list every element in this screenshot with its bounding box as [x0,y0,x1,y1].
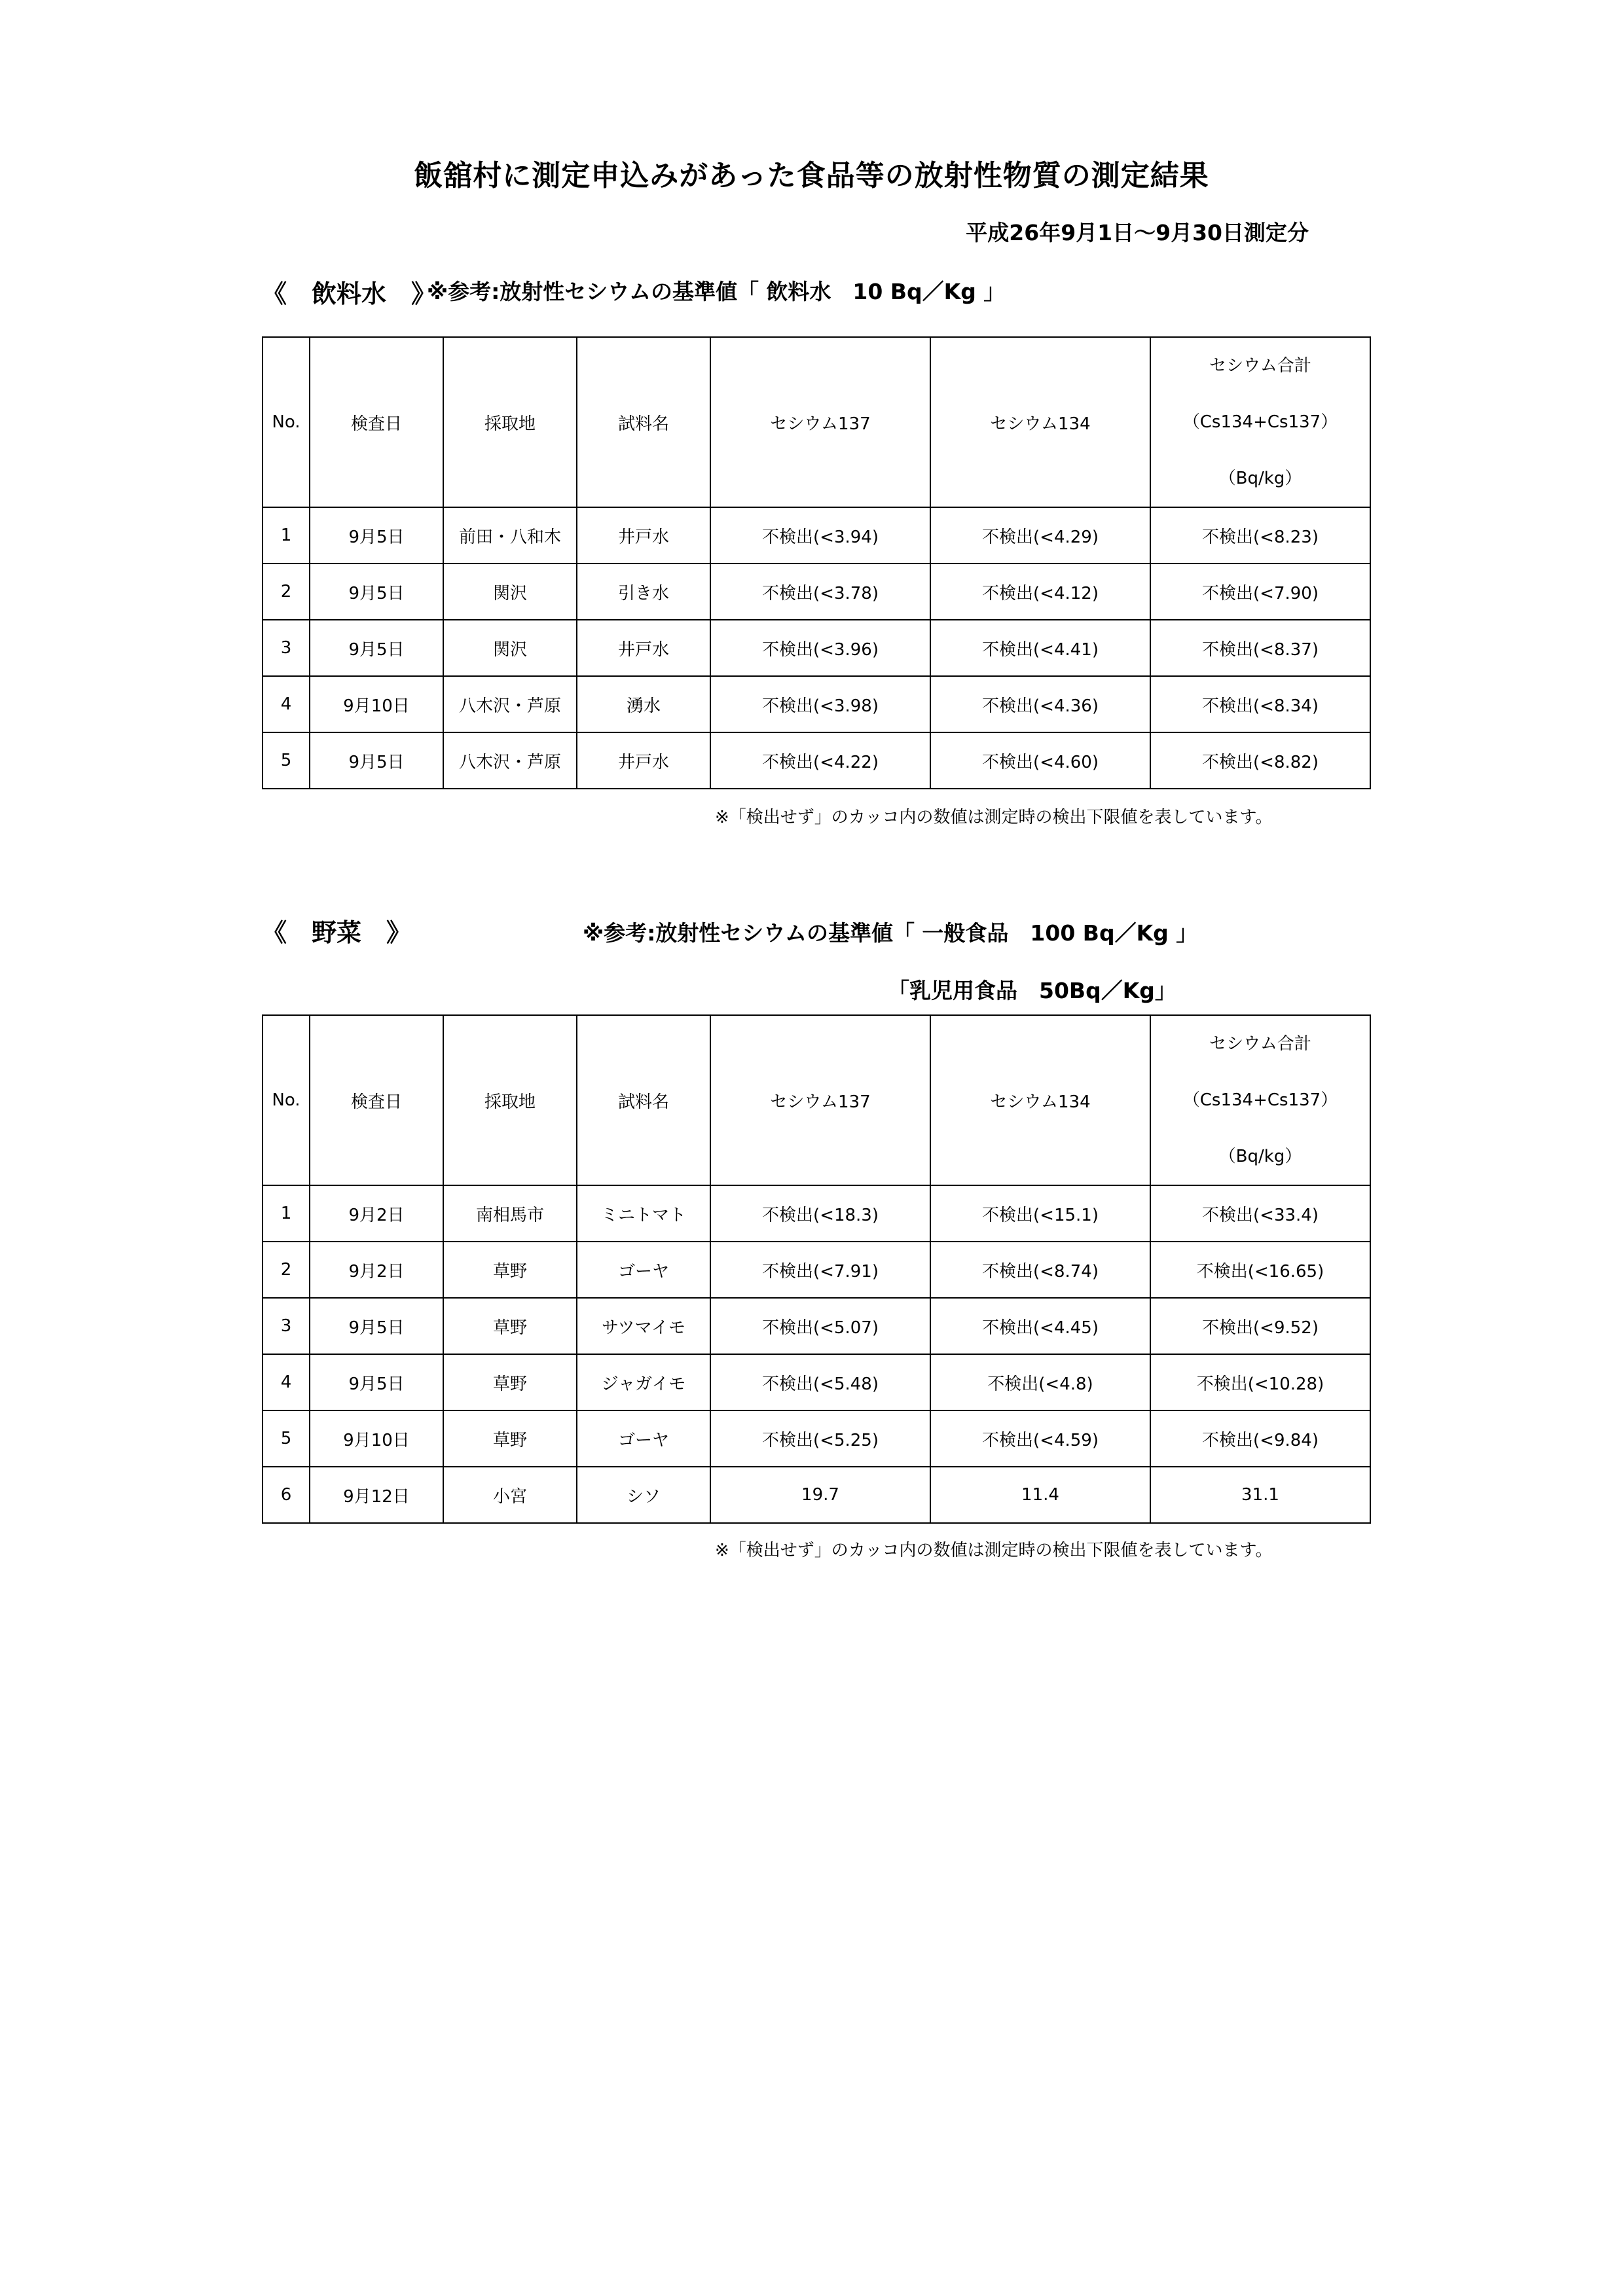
cell-cs137: 不検出(<3.98) [710,676,930,732]
col-header-total-line3: （Bq/kg） [1218,1147,1302,1166]
cell-sample: シソ [577,1467,710,1523]
cell-cs134: 不検出(<4.41) [930,620,1150,676]
cell-cs134: 不検出(<4.29) [930,507,1150,564]
cell-no: 6 [263,1467,310,1523]
cell-date: 9月2日 [310,1242,443,1298]
col-header-cs137: セシウム137 [710,337,930,507]
cell-sample: ゴーヤ [577,1410,710,1467]
table-row [263,1410,1370,1467]
cell-no: 4 [263,676,310,732]
cell-location: 八木沢・芦原 [443,676,577,732]
cell-date: 9月2日 [310,1185,443,1242]
section-heading-drinking-water: 《 飲料水 》 [262,279,437,308]
cell-total: 不検出(<8.82) [1150,732,1370,789]
col-header-sample: 試料名 [577,1015,710,1185]
col-header-total [1150,1015,1370,1185]
cell-total: 不検出(<10.28) [1150,1354,1370,1410]
cell-cs134: 不検出(<4.12) [930,564,1150,620]
cell-no: 4 [263,1354,310,1410]
cell-location: 前田・八和木 [443,507,577,564]
col-header-total-line3: （Bq/kg） [1218,469,1302,488]
cell-total: 不検出(<8.37) [1150,620,1370,676]
cell-cs134: 11.4 [930,1467,1150,1523]
cell-location: 小宮 [443,1467,577,1523]
section-heading-vegetables: 《 野菜 》 [262,918,412,947]
cell-date: 9月5日 [310,1354,443,1410]
col-header-cs137: セシウム137 [710,1015,930,1185]
table-row [263,1242,1370,1298]
cell-date: 9月5日 [310,620,443,676]
cell-total: 不検出(<9.84) [1150,1410,1370,1467]
col-header-date: 検査日 [310,337,443,507]
cell-cs134: 不検出(<8.74) [930,1242,1150,1298]
cell-total: 不検出(<8.34) [1150,676,1370,732]
cell-location: 八木沢・芦原 [443,732,577,789]
cell-date: 9月5日 [310,564,443,620]
table-row [263,1298,1370,1354]
cell-total: 不検出(<8.23) [1150,507,1370,564]
table-header-row [263,337,1370,507]
cell-total: 不検出(<16.65) [1150,1242,1370,1298]
cell-total: 31.1 [1150,1467,1370,1523]
measurement-period: 平成26年9月1日～9月30日測定分 [966,220,1309,245]
table-row [263,564,1370,620]
cell-date: 9月5日 [310,507,443,564]
cell-no: 3 [263,620,310,676]
table-row [263,1185,1370,1242]
table-row [263,676,1370,732]
cell-cs137: 不検出(<7.91) [710,1242,930,1298]
cell-sample: ゴーヤ [577,1242,710,1298]
cell-total: 不検出(<7.90) [1150,564,1370,620]
table-row [263,620,1370,676]
cell-no: 1 [263,1185,310,1242]
table-row [263,507,1370,564]
table-row [263,1467,1370,1523]
cell-sample: 井戸水 [577,507,710,564]
cell-cs134: 不検出(<15.1) [930,1185,1150,1242]
cell-cs134: 不検出(<4.36) [930,676,1150,732]
table-row [263,732,1370,789]
cell-cs137: 不検出(<18.3) [710,1185,930,1242]
cell-cs137: 不検出(<5.07) [710,1298,930,1354]
col-header-total-line1: セシウム合計 [1209,356,1311,376]
cell-date: 9月10日 [310,1410,443,1467]
cell-cs134: 不検出(<4.59) [930,1410,1150,1467]
cell-cs137: 不検出(<5.48) [710,1354,930,1410]
reference-standard-general-food: ※参考:放射性セシウムの基準値「 一般食品 100 Bq／Kg 」 [583,920,1198,946]
cell-cs137: 不検出(<5.25) [710,1410,930,1467]
drinking-water-table [262,336,1371,789]
cell-no: 1 [263,507,310,564]
cell-sample: 引き水 [577,564,710,620]
cell-sample: 井戸水 [577,620,710,676]
cell-no: 2 [263,564,310,620]
cell-cs137: 19.7 [710,1467,930,1523]
cell-no: 2 [263,1242,310,1298]
col-header-date: 検査日 [310,1015,443,1185]
cell-cs137: 不検出(<3.96) [710,620,930,676]
cell-date: 9月5日 [310,1298,443,1354]
col-header-no: No. [263,337,310,507]
table-row [263,1354,1370,1410]
vegetables-table [262,1014,1371,1524]
table-header-row [263,1015,1370,1185]
cell-sample: ジャガイモ [577,1354,710,1410]
cell-sample: サツマイモ [577,1298,710,1354]
cell-date: 9月10日 [310,676,443,732]
page-title: 飯舘村に測定申込みがあった食品等の放射性物質の測定結果 [414,159,1209,192]
cell-location: 関沢 [443,620,577,676]
col-header-total-line2: （Cs134+Cs137） [1182,412,1338,432]
cell-no: 5 [263,732,310,789]
cell-location: 関沢 [443,564,577,620]
cell-no: 5 [263,1410,310,1467]
cell-location: 草野 [443,1242,577,1298]
cell-date: 9月12日 [310,1467,443,1523]
cell-cs137: 不検出(<3.78) [710,564,930,620]
col-header-total-line2: （Cs134+Cs137） [1182,1090,1338,1110]
col-header-no: No. [263,1015,310,1185]
cell-total: 不検出(<33.4) [1150,1185,1370,1242]
footnote-drinking-water: ※「検出せず」のカッコ内の数値は測定時の検出下限値を表しています。 [715,808,1273,827]
cell-no: 3 [263,1298,310,1354]
col-header-cs134: セシウム134 [930,337,1150,507]
col-header-location: 採取地 [443,1015,577,1185]
footnote-vegetables: ※「検出せず」のカッコ内の数値は測定時の検出下限値を表しています。 [715,1541,1273,1560]
cell-location: 草野 [443,1298,577,1354]
cell-cs137: 不検出(<4.22) [710,732,930,789]
cell-cs137: 不検出(<3.94) [710,507,930,564]
cell-sample: ミニトマト [577,1185,710,1242]
col-header-location: 採取地 [443,337,577,507]
cell-cs134: 不検出(<4.45) [930,1298,1150,1354]
cell-location: 草野 [443,1410,577,1467]
cell-sample: 湧水 [577,676,710,732]
col-header-sample: 試料名 [577,337,710,507]
col-header-total [1150,337,1370,507]
cell-total: 不検出(<9.52) [1150,1298,1370,1354]
cell-cs134: 不検出(<4.8) [930,1354,1150,1410]
cell-location: 南相馬市 [443,1185,577,1242]
cell-sample: 井戸水 [577,732,710,789]
reference-standard-infant-food: 「乳児用食品 50Bq／Kg」 [888,978,1176,1003]
cell-cs134: 不検出(<4.60) [930,732,1150,789]
col-header-cs134: セシウム134 [930,1015,1150,1185]
reference-standard-drinking-water: ※参考:放射性セシウムの基準値「 飲料水 10 Bq／Kg 」 [427,279,1006,304]
cell-date: 9月5日 [310,732,443,789]
cell-location: 草野 [443,1354,577,1410]
col-header-total-line1: セシウム合計 [1209,1034,1311,1054]
